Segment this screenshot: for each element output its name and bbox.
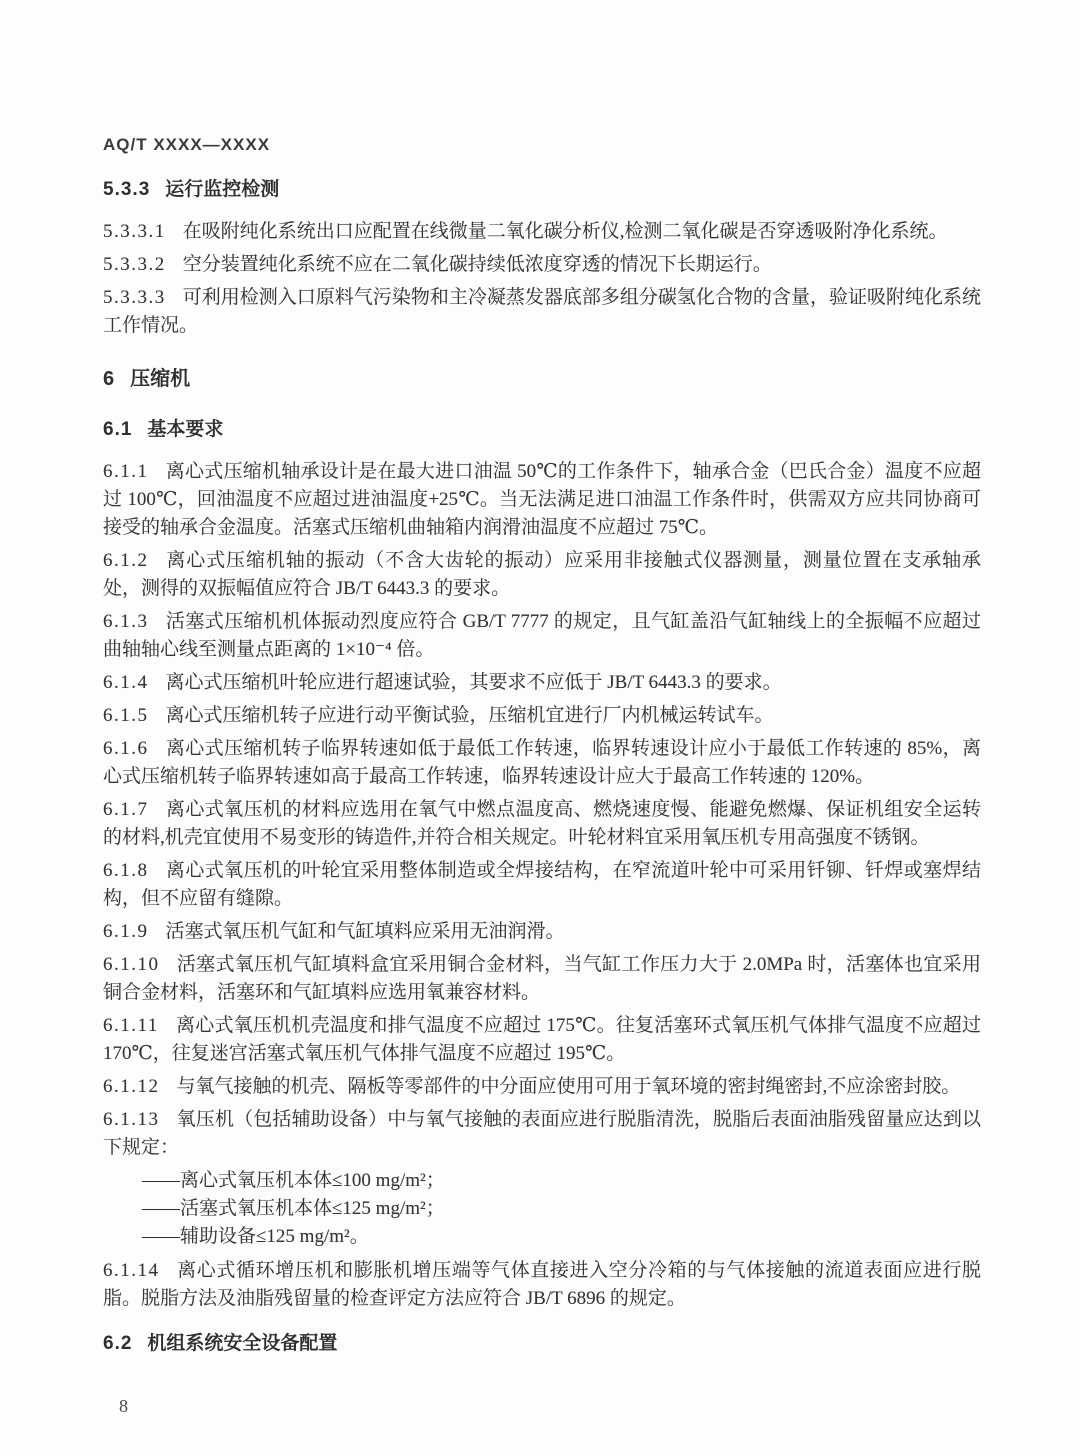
clause-text: 离心式压缩机轴承设计是在最大进口油温 50℃的工作条件下，轴承合金（巴氏合金）温度不应超过 100℃，回油温度不应超过进油温度+25℃。当无法满足进口油温工作条件时，供需双方应共同协商可接受的轴承合金温度。活塞式压缩机曲轴箱内润滑油温度不应超过 75℃。	[103, 461, 981, 538]
clause-text: 离心式压缩机叶轮应进行超速试验，其要求不应低于 JB/T 6443.3 的要求。	[165, 672, 782, 693]
clause-number: 6.1.12	[103, 1076, 160, 1097]
clause-text: 离心式压缩机轴的振动（不含大齿轮的振动）应采用非接触式仪器测量，测量位置在支承轴承处，测得的双振幅值应符合 JB/T 6443.3 的要求。	[103, 550, 981, 599]
clause-5-3-3-3	[103, 284, 981, 340]
clause-6-1-1	[103, 458, 981, 542]
list-item: ——辅助设备≤125 mg/m²。	[142, 1226, 369, 1247]
clause-number: 6.1.11	[103, 1015, 159, 1036]
clause-text: 离心式压缩机转子应进行动平衡试验，压缩机宜进行厂内机械运转试车。	[165, 705, 774, 726]
clause-6-1-14	[103, 1257, 981, 1313]
clause-number: 6.1.8	[103, 860, 149, 881]
clause-number: 6.1.1	[103, 461, 149, 482]
heading-chapter-6	[103, 367, 981, 391]
clause-6-1-13	[103, 1106, 981, 1162]
clause-text: 活塞式压缩机机体振动烈度应符合 GB/T 7777 的规定，且气缸盖沿气缸轴线上的全振幅不应超过曲轴轴心线至测量点距离的 1×10⁻⁴ 倍。	[103, 611, 981, 660]
clause-number: 6.1.10	[103, 954, 160, 975]
clause-text: 与氧气接触的机壳、隔板等零部件的中分面应使用可用于氧环境的密封绳密封,不应涂密封胶。	[176, 1076, 961, 1097]
clause-6-1-4	[103, 669, 981, 697]
clause-text: 离心式氧压机的材料应选用在氧气中燃点温度高、燃烧速度慢、能避免燃爆、保证机组安全运转的材料,机壳宜使用不易变形的铸造件,并符合相关规定。叶轮材料宜采用氧压机专用高强度不锈钢。	[103, 799, 981, 848]
clause-6-1-2	[103, 547, 981, 603]
grease-residue-limit-list	[103, 1167, 981, 1251]
clause-number: 6.1.9	[103, 921, 149, 942]
clause-number: 6.1.3	[103, 611, 149, 632]
clause-text: 活塞式氧压机气缸填料盒宜采用铜合金材料，当气缸工作压力大于 2.0MPa 时，活塞体也宜采用铜合金材料，活塞环和气缸填料应选用氧兼容材料。	[103, 954, 981, 1003]
clause-number: 5.3.3.2	[103, 254, 166, 275]
heading-title: 压缩机	[130, 368, 191, 390]
heading-5-3-3	[103, 178, 981, 201]
clause-number: 6.1.5	[103, 705, 149, 726]
clause-number: 6.1.2	[103, 550, 149, 571]
page-content	[103, 134, 981, 1355]
clause-text: 可利用检测入口原料气污染物和主冷凝蒸发器底部多组分碳氢化合物的含量，验证吸附纯化系统工作情况。	[103, 287, 981, 336]
clause-number: 6.1.14	[103, 1260, 160, 1281]
clause-number: 6.1.6	[103, 738, 149, 759]
clause-text: 氧压机（包括辅助设备）中与氧气接触的表面应进行脱脂清洗，脱脂后表面油脂残留量应达到以下规定：	[103, 1109, 981, 1158]
heading-number: 6.1	[103, 419, 133, 440]
heading-6-2	[103, 1332, 981, 1355]
clause-text: 离心式循环增压机和膨胀机增压端等气体直接进入空分冷箱的与气体接触的流道表面应进行脱脂。脱脂方法及油脂残留量的检查评定方法应符合 JB/T 6896 的规定。	[103, 1260, 981, 1309]
list-item: ——活塞式氧压机本体≤125 mg/m²；	[142, 1198, 445, 1219]
heading-title: 运行监控检测	[165, 179, 280, 200]
clause-text: 在吸附纯化系统出口应配置在线微量二氧化碳分析仪,检测二氧化碳是否穿透吸附净化系统。	[182, 221, 948, 242]
clause-text: 离心式压缩机转子临界转速如低于最低工作转速，临界转速设计应小于最低工作转速的 85%，离心式压缩机转子临界转速如高于最高工作转速，临界转速设计应大于最高工作转速的 120%。	[103, 738, 981, 787]
clause-6-1-10	[103, 951, 981, 1007]
clause-6-1-7	[103, 796, 981, 852]
clause-text: 空分装置纯化系统不应在二氧化碳持续低浓度穿透的情况下长期运行。	[182, 254, 772, 275]
clause-number: 6.1.13	[103, 1109, 160, 1130]
clause-6-1-6	[103, 735, 981, 791]
heading-number: 6	[103, 368, 116, 390]
clause-6-1-12	[103, 1073, 981, 1101]
clause-6-1-11	[103, 1012, 981, 1068]
page-number: 8	[119, 1396, 128, 1416]
clause-5-3-3-1	[103, 218, 981, 246]
clause-number: 5.3.3.3	[103, 287, 166, 308]
heading-number: 6.2	[103, 1333, 133, 1354]
clause-6-1-3	[103, 608, 981, 664]
clause-text: 离心式氧压机的叶轮宜采用整体制造或全焊接结构，在窄流道叶轮中可采用钎铆、钎焊或塞焊结构，但不应留有缝隙。	[103, 860, 981, 909]
clause-number: 6.1.7	[103, 799, 149, 820]
clause-6-1-5	[103, 702, 981, 730]
heading-6-1	[103, 418, 981, 441]
standard-code-header: AQ/T XXXX—XXXX	[103, 135, 271, 154]
clause-text: 活塞式氧压机气缸和气缸填料应采用无油润滑。	[165, 921, 565, 942]
clause-6-1-8	[103, 857, 981, 913]
clause-number: 6.1.4	[103, 672, 149, 693]
list-item: ——离心式氧压机本体≤100 mg/m²；	[142, 1170, 445, 1191]
heading-title: 基本要求	[147, 419, 224, 440]
heading-title: 机组系统安全设备配置	[147, 1333, 338, 1354]
clause-text: 离心式氧压机机壳温度和排气温度不应超过 175℃。往复活塞环式氧压机气体排气温度不应超过 170℃，往复迷宫活塞式氧压机气体排气温度不应超过 195℃。	[103, 1015, 981, 1064]
clause-number: 5.3.3.1	[103, 221, 166, 242]
heading-number: 5.3.3	[103, 179, 151, 200]
clause-6-1-9	[103, 918, 981, 946]
clause-5-3-3-2	[103, 251, 981, 279]
